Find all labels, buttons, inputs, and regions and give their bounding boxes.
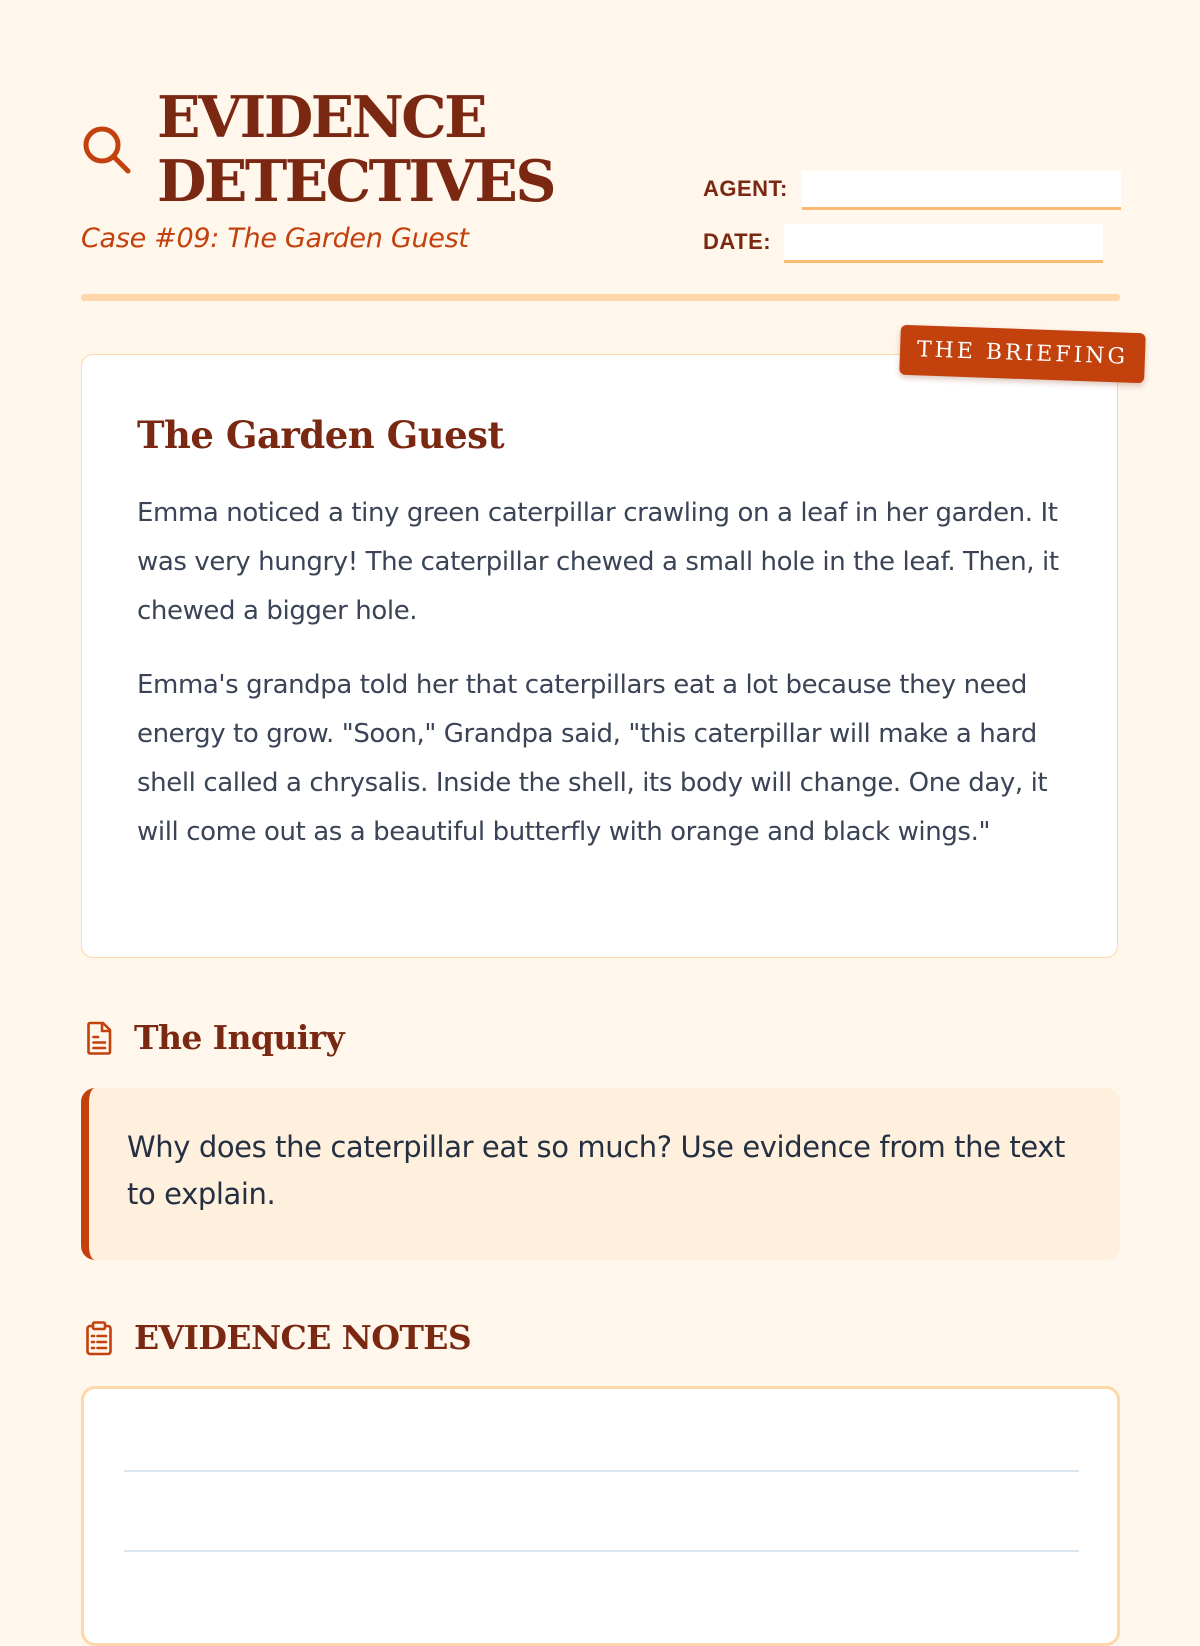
date-label: DATE: xyxy=(703,229,772,254)
search-icon xyxy=(81,124,133,176)
agent-input-line[interactable] xyxy=(802,171,1121,210)
briefing-card xyxy=(81,354,1118,958)
briefing-tag: THE BRIEFING xyxy=(899,325,1146,384)
worksheet-page xyxy=(81,0,1129,1600)
clipboard-icon xyxy=(81,1320,117,1356)
inquiry-question: Why does the caterpillar eat so much? Use evidence from the text to explain. xyxy=(127,1130,1065,1211)
page-title xyxy=(157,86,554,214)
inquiry-box xyxy=(81,1088,1120,1260)
title-line-1: EVIDENCE xyxy=(157,84,486,151)
document-icon xyxy=(81,1020,117,1056)
note-line xyxy=(124,1550,1079,1552)
agent-field xyxy=(703,170,1121,210)
story-paragraph: Emma noticed a tiny green caterpillar crawling on a leaf in her garden. It was very hungry! The caterpillar chewed a small hole in the leaf. Then, it chewed a bigger hole. xyxy=(137,498,1059,626)
inquiry-heading xyxy=(81,1016,581,1060)
evidence-notes-box[interactable] xyxy=(81,1386,1120,1646)
agent-label: AGENT: xyxy=(703,176,788,201)
notes-heading-text: EVIDENCE NOTES xyxy=(134,1318,472,1357)
case-subtitle: Case #09: The Garden Guest xyxy=(81,223,469,254)
header-divider xyxy=(81,294,1120,301)
notes-heading xyxy=(81,1316,581,1360)
date-input-line[interactable] xyxy=(784,224,1103,263)
story-paragraph: Emma's grandpa told her that caterpillars eat a lot because they need energy to grow. "Soon," Grandpa said, "this caterpillar will make a hard shell called a chrysalis. Inside the shell, its body will change. One day, it will come out as a beautiful butterfly with orange and black wings." xyxy=(137,670,1048,847)
note-line xyxy=(124,1470,1079,1472)
story-body xyxy=(137,489,1067,882)
date-field xyxy=(703,223,1103,263)
title-line-2: DETECTIVES xyxy=(157,148,555,215)
worksheet-header xyxy=(81,80,1120,300)
story-title: The Garden Guest xyxy=(137,413,505,457)
inquiry-heading-text: The Inquiry xyxy=(134,1018,345,1057)
